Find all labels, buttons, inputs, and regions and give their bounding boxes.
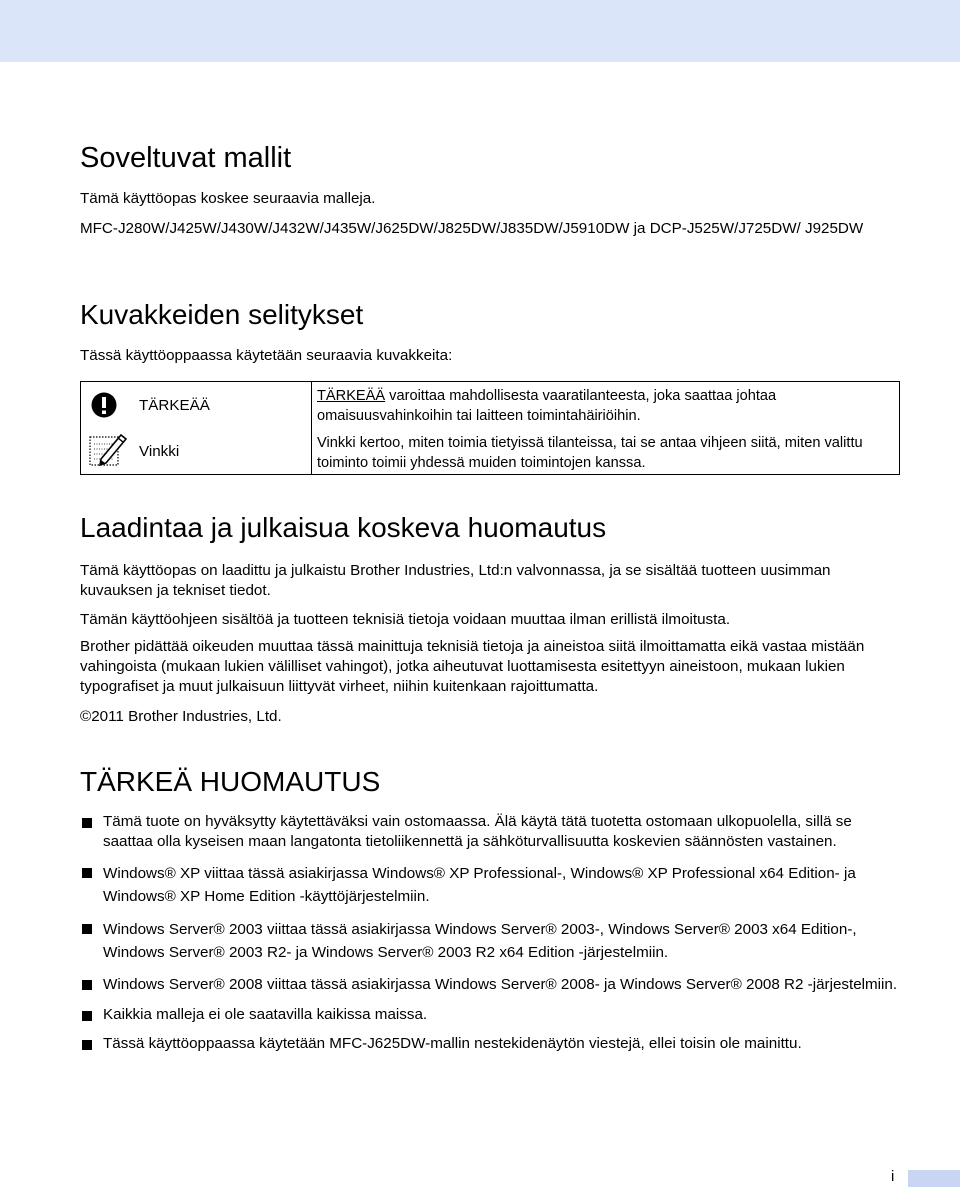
table-divider <box>311 382 312 474</box>
legend-desc-important <box>317 386 895 426</box>
models-intro: Tämä käyttöopas koskee seuraavia malleja. <box>80 190 376 207</box>
bullet-square-icon <box>82 1040 92 1050</box>
important-keyword: TÄRKEÄÄ <box>317 388 386 404</box>
icon-legend-table <box>80 381 900 475</box>
important-desc-text: varoittaa mahdollisesta vaaratilanteesta, joka saattaa johtaa omaisuusvahinkoihin tai laitteen toimintahäiriöihin. <box>317 388 777 424</box>
exclamation-icon <box>91 392 117 423</box>
publication-paragraph-2: Tämän käyttöohjeen sisältöä ja tuotteen teknisiä tietoja voidaan muuttaa ilman erillistä ilmoitusta. <box>80 611 731 628</box>
list-item-text: Windows Server® 2008 viittaa tässä asiakirjassa Windows Server® 2008- ja Windows Server® 2008 R2 -järjestelmiin. <box>103 976 898 993</box>
section-title-icons: Kuvakkeiden selitykset <box>80 299 364 330</box>
list-item <box>80 862 900 908</box>
list-item-text: Kaikkia malleja ei ole saatavilla kaikissa maissa. <box>103 1006 428 1023</box>
legend-label-important: TÄRKEÄÄ <box>139 397 210 414</box>
page-number: i <box>891 1168 895 1185</box>
list-item <box>80 918 900 964</box>
note-pencil-icon <box>87 429 127 474</box>
bullet-square-icon <box>82 1011 92 1021</box>
bullet-square-icon <box>82 980 92 990</box>
legend-label-tip: Vinkki <box>139 443 180 460</box>
publication-paragraph-1: Tämä käyttöopas on laadittu ja julkaistu Brother Industries, Ltd:n valvonnassa, ja se sisältää tuotteen uusimman kuvauksen ja tekniset tiedot. <box>80 562 831 599</box>
publication-paragraph-3: Brother pidättää oikeuden muuttaa tässä mainittuja teknisiä tietoja ja aineistoa siitä ilmoittamatta eikä vastaa mistään vahingoista (mukaan lukien välilliset vahingot), jotka aiheutuvat luottamisesta esitettyyn aineistoon, mukaan lukien typografiset ja muut julkaisuun liittyvät virheet, niihin kuitenkaan rajoittumatta. <box>80 638 865 695</box>
section-title-notice: TÄRKEÄ HUOMAUTUS <box>80 766 381 797</box>
list-item <box>80 974 900 995</box>
bullet-square-icon <box>82 868 92 878</box>
list-item-text: Tässä käyttöoppaassa käytetään MFC-J625DW-mallin nestekidenäytön viestejä, ellei toisin ole mainittu. <box>103 1035 802 1052</box>
legend-desc-tip: Vinkki kertoo, miten toimia tietyissä tilanteissa, tai se antaa vihjeen siitä, miten valittu toiminto toimii yhdessä muiden toimintojen kanssa. <box>317 435 863 471</box>
icons-intro: Tässä käyttöoppaassa käytetään seuraavia kuvakkeita: <box>80 347 453 364</box>
section-title-publication: Laadintaa ja julkaisua koskeva huomautus <box>80 512 607 543</box>
list-item-text: Windows Server® 2003 viittaa tässä asiakirjassa Windows Server® 2003-, Windows Server® 2003 x64 Edition-, Windows Server® 2003 R2- ja Windows Server® 2003 R2 x64 Edition -järjestelmiin. <box>103 921 857 961</box>
notice-list <box>80 812 900 1054</box>
bullet-square-icon <box>82 818 92 828</box>
bullet-square-icon <box>82 924 92 934</box>
list-item-text: Windows® XP viittaa tässä asiakirjassa Windows® XP Professional-, Windows® XP Professional x64 Edition- ja Windows® XP Home Edition -käyttöjärjestelmiin. <box>103 865 856 905</box>
page-number-band <box>908 1170 960 1187</box>
copyright: ©2011 Brother Industries, Ltd. <box>80 708 282 725</box>
list-item <box>80 812 900 852</box>
list-item-text: Tämä tuote on hyväksytty käytettäväksi vain ostomaassa. Älä käytä tätä tuotetta ostomaan ulkopuolella, sillä se saattaa olla kyseisen maan langatonta tietoliikennettä ja sähköturvallisuutta koskevien säännösten vastainen. <box>103 813 852 850</box>
header-band <box>0 0 960 62</box>
list-item <box>80 1005 900 1025</box>
list-item <box>80 1034 900 1054</box>
section-title-models: Soveltuvat mallit <box>80 142 292 174</box>
models-list: MFC-J280W/J425W/J430W/J432W/J435W/J625DW/J825DW/J835DW/J5910DW ja DCP-J525W/J725DW/ J925DW <box>80 220 864 237</box>
